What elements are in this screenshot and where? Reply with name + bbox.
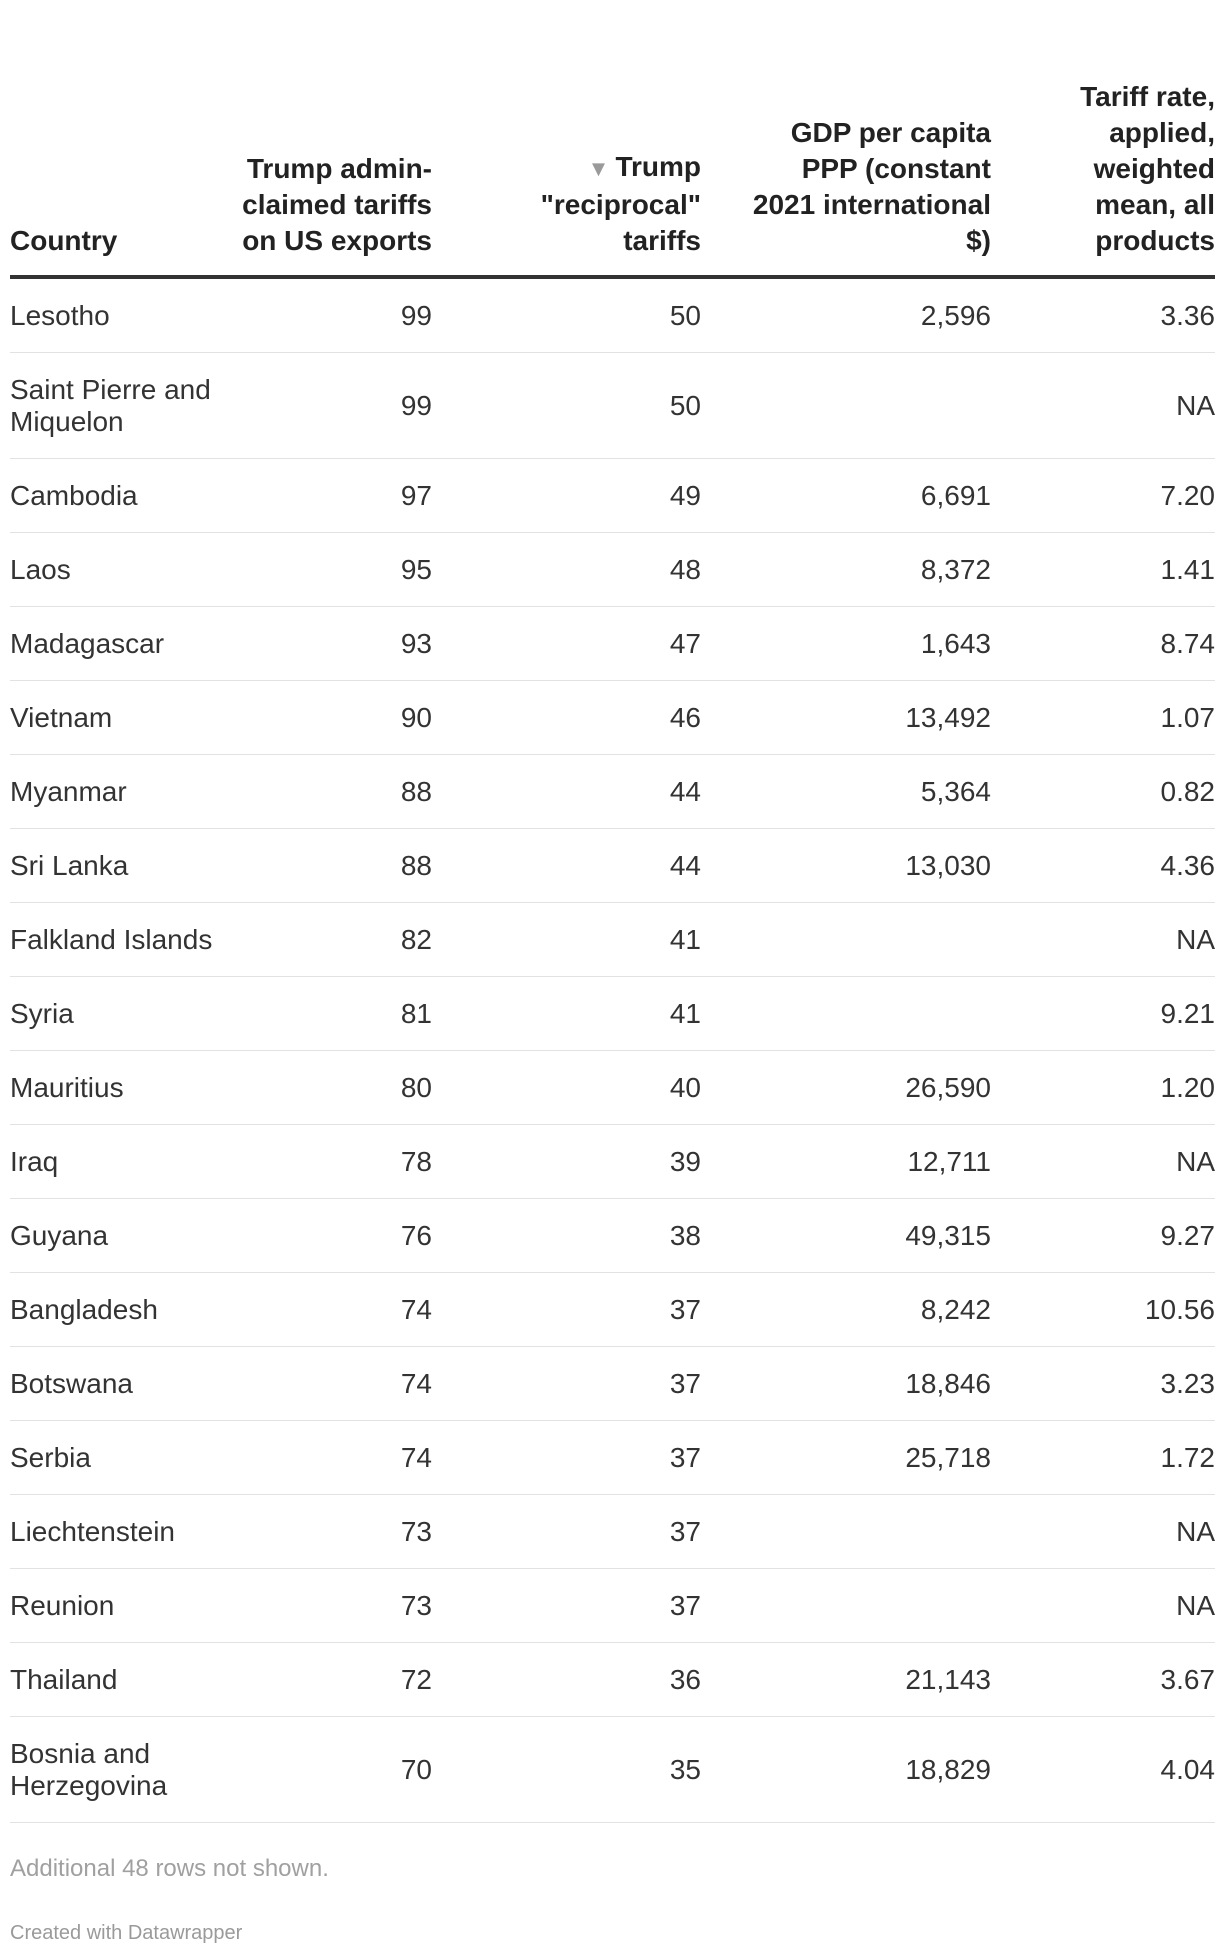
claimed-tariff-cell: 93 (400, 627, 432, 659)
reciprocal-tariff-cell: 37 (669, 1589, 701, 1621)
gdp-per-capita-cell: 25,718 (905, 1441, 991, 1473)
tariff-rate-cell: 4.36 (1160, 849, 1215, 881)
table-header (10, 0, 1215, 279)
country-cell: Vietnam (10, 701, 113, 733)
country-cell: Thailand (10, 1663, 118, 1695)
tariff-rate-cell: 1.72 (1160, 1441, 1215, 1473)
gdp-per-capita-cell: 12,711 (907, 1145, 991, 1177)
country-cell: Lesotho (10, 299, 110, 331)
claimed-tariff-cell: 73 (400, 1515, 432, 1547)
reciprocal-tariff-cell: 50 (669, 299, 701, 331)
table-row (10, 533, 1215, 607)
tariff-rate-cell: 4.04 (1160, 1753, 1215, 1785)
country-cell: Myanmar (10, 775, 127, 807)
country-cell: Mauritius (10, 1071, 124, 1103)
tariff-rate-cell: 9.21 (1160, 997, 1215, 1029)
country-cell: Sri Lanka (10, 849, 129, 881)
gdp-per-capita-cell: 2,596 (920, 299, 991, 331)
tariff-rate-cell: NA (1176, 1589, 1215, 1621)
country-cell: Saint Pierre and Miquelon (10, 373, 211, 437)
country-cell: Guyana (10, 1219, 109, 1251)
country-cell: Bosnia and Herzegovina (10, 1737, 168, 1801)
reciprocal-tariff-cell: 44 (669, 775, 701, 807)
table-row (10, 353, 1215, 459)
claimed-tariff-cell: 74 (400, 1367, 432, 1399)
gdp-per-capita-cell: 26,590 (905, 1071, 991, 1103)
reciprocal-tariff-cell: 37 (669, 1367, 701, 1399)
tariff-rate-cell: 10.56 (1144, 1293, 1215, 1325)
table-row (10, 681, 1215, 755)
table-row (10, 1125, 1215, 1199)
tariff-rate-cell: 1.41 (1160, 553, 1215, 585)
country-cell: Reunion (10, 1589, 115, 1621)
gdp-per-capita-cell (791, 353, 991, 458)
table-row (10, 1495, 1215, 1569)
reciprocal-tariff-cell: 35 (669, 1753, 701, 1785)
country-cell: Liechtenstein (10, 1515, 176, 1547)
reciprocal-tariff-cell: 46 (669, 701, 701, 733)
country-cell: Cambodia (10, 479, 138, 511)
table-row (10, 459, 1215, 533)
gdp-per-capita-cell: 5,364 (920, 775, 991, 807)
claimed-tariff-cell: 90 (400, 701, 432, 733)
header-claimed-tariffs[interactable]: Trump admin-claimed tariffs on US exports (242, 153, 432, 256)
country-cell: Bangladesh (10, 1293, 158, 1325)
rows-not-shown-note: Additional 48 rows not shown. (10, 1855, 329, 1882)
gdp-per-capita-cell: 8,372 (920, 553, 991, 585)
tariff-rate-cell: 8.74 (1160, 627, 1215, 659)
claimed-tariff-cell: 78 (400, 1145, 432, 1177)
reciprocal-tariff-cell: 47 (669, 627, 701, 659)
table-row (10, 1643, 1215, 1717)
gdp-per-capita-cell: 18,829 (905, 1753, 991, 1785)
claimed-tariff-cell: 82 (400, 923, 432, 955)
header-reciprocal-tariffs[interactable]: ▼ Trump "reciprocal" tariffs (540, 151, 701, 256)
country-cell: Iraq (10, 1145, 59, 1177)
header-tariff-rate[interactable]: Tariff rate, applied, weighted mean, all products (1080, 81, 1215, 256)
header-country[interactable]: Country (10, 225, 118, 256)
claimed-tariff-cell: 99 (400, 299, 432, 331)
claimed-tariff-cell: 95 (400, 553, 432, 585)
table-row (10, 279, 1215, 353)
reciprocal-tariff-cell: 37 (669, 1293, 701, 1325)
reciprocal-tariff-cell: 37 (669, 1515, 701, 1547)
header-gdp-per-capita[interactable]: GDP per capita PPP (constant 2021 international $) (752, 117, 991, 256)
gdp-per-capita-cell: 8,242 (920, 1293, 991, 1325)
claimed-tariff-cell: 80 (400, 1071, 432, 1103)
tariff-rate-cell: 0.82 (1160, 775, 1215, 807)
table-row (10, 829, 1215, 903)
tariff-rate-cell: 3.36 (1160, 299, 1215, 331)
tariff-rate-cell: 3.67 (1160, 1663, 1215, 1695)
datawrapper-credit[interactable]: Created with Datawrapper (10, 1922, 243, 1944)
claimed-tariff-cell: 70 (400, 1753, 432, 1785)
tariff-rate-cell: NA (1176, 923, 1215, 955)
gdp-per-capita-cell: 6,691 (920, 479, 991, 511)
reciprocal-tariff-cell: 37 (669, 1441, 701, 1473)
reciprocal-tariff-cell: 50 (669, 389, 701, 421)
table-row (10, 1717, 1215, 1823)
table-body (10, 279, 1215, 1823)
gdp-per-capita-cell (791, 977, 991, 1050)
claimed-tariff-cell: 73 (400, 1589, 432, 1621)
country-cell: Madagascar (10, 627, 165, 659)
country-cell: Syria (10, 997, 74, 1029)
gdp-per-capita-cell (791, 1495, 991, 1568)
reciprocal-tariff-cell: 41 (669, 923, 701, 955)
gdp-per-capita-cell: 1,643 (920, 627, 991, 659)
reciprocal-tariff-cell: 36 (669, 1663, 701, 1695)
country-cell: Falkland Islands (10, 923, 213, 955)
country-cell: Botswana (10, 1367, 133, 1399)
gdp-per-capita-cell (791, 903, 991, 976)
reciprocal-tariff-cell: 39 (669, 1145, 701, 1177)
claimed-tariff-cell: 74 (400, 1441, 432, 1473)
table-row (10, 1051, 1215, 1125)
tariff-rate-cell: 7.20 (1160, 479, 1215, 511)
claimed-tariff-cell: 99 (400, 389, 432, 421)
claimed-tariff-cell: 88 (400, 775, 432, 807)
table-row (10, 1421, 1215, 1495)
claimed-tariff-cell: 76 (400, 1219, 432, 1251)
reciprocal-tariff-cell: 40 (669, 1071, 701, 1103)
reciprocal-tariff-cell: 48 (669, 553, 701, 585)
table-row (10, 977, 1215, 1051)
claimed-tariff-cell: 72 (400, 1663, 432, 1695)
reciprocal-tariff-cell: 44 (669, 849, 701, 881)
tariff-rate-cell: 1.07 (1160, 701, 1215, 733)
gdp-per-capita-cell: 18,846 (905, 1367, 991, 1399)
claimed-tariff-cell: 74 (400, 1293, 432, 1325)
gdp-per-capita-cell: 21,143 (905, 1663, 991, 1695)
table-row (10, 607, 1215, 681)
reciprocal-tariff-cell: 49 (669, 479, 701, 511)
claimed-tariff-cell: 81 (400, 997, 432, 1029)
claimed-tariff-cell: 97 (400, 479, 432, 511)
table-row (10, 903, 1215, 977)
tariff-rate-cell: NA (1176, 389, 1215, 421)
reciprocal-tariff-cell: 41 (669, 997, 701, 1029)
gdp-per-capita-cell: 49,315 (905, 1219, 991, 1251)
claimed-tariff-cell: 88 (400, 849, 432, 881)
country-cell: Serbia (10, 1441, 91, 1473)
reciprocal-tariff-cell: 38 (669, 1219, 701, 1251)
tariff-rate-cell: 9.27 (1160, 1219, 1215, 1251)
gdp-per-capita-cell: 13,030 (905, 849, 991, 881)
table-row (10, 1347, 1215, 1421)
table-row (10, 1273, 1215, 1347)
table-row (10, 1199, 1215, 1273)
table-row (10, 755, 1215, 829)
tariff-rate-cell: 1.20 (1160, 1071, 1215, 1103)
tariff-rate-cell: 3.23 (1160, 1367, 1215, 1399)
data-table (10, 0, 1215, 1823)
gdp-per-capita-cell (791, 1569, 991, 1642)
tariff-rate-cell: NA (1176, 1515, 1215, 1547)
gdp-per-capita-cell: 13,492 (905, 701, 991, 733)
tariff-rate-cell: NA (1176, 1145, 1215, 1177)
country-cell: Laos (10, 553, 71, 585)
sort-down-icon: ▼ (587, 156, 610, 181)
table-row (10, 1569, 1215, 1643)
